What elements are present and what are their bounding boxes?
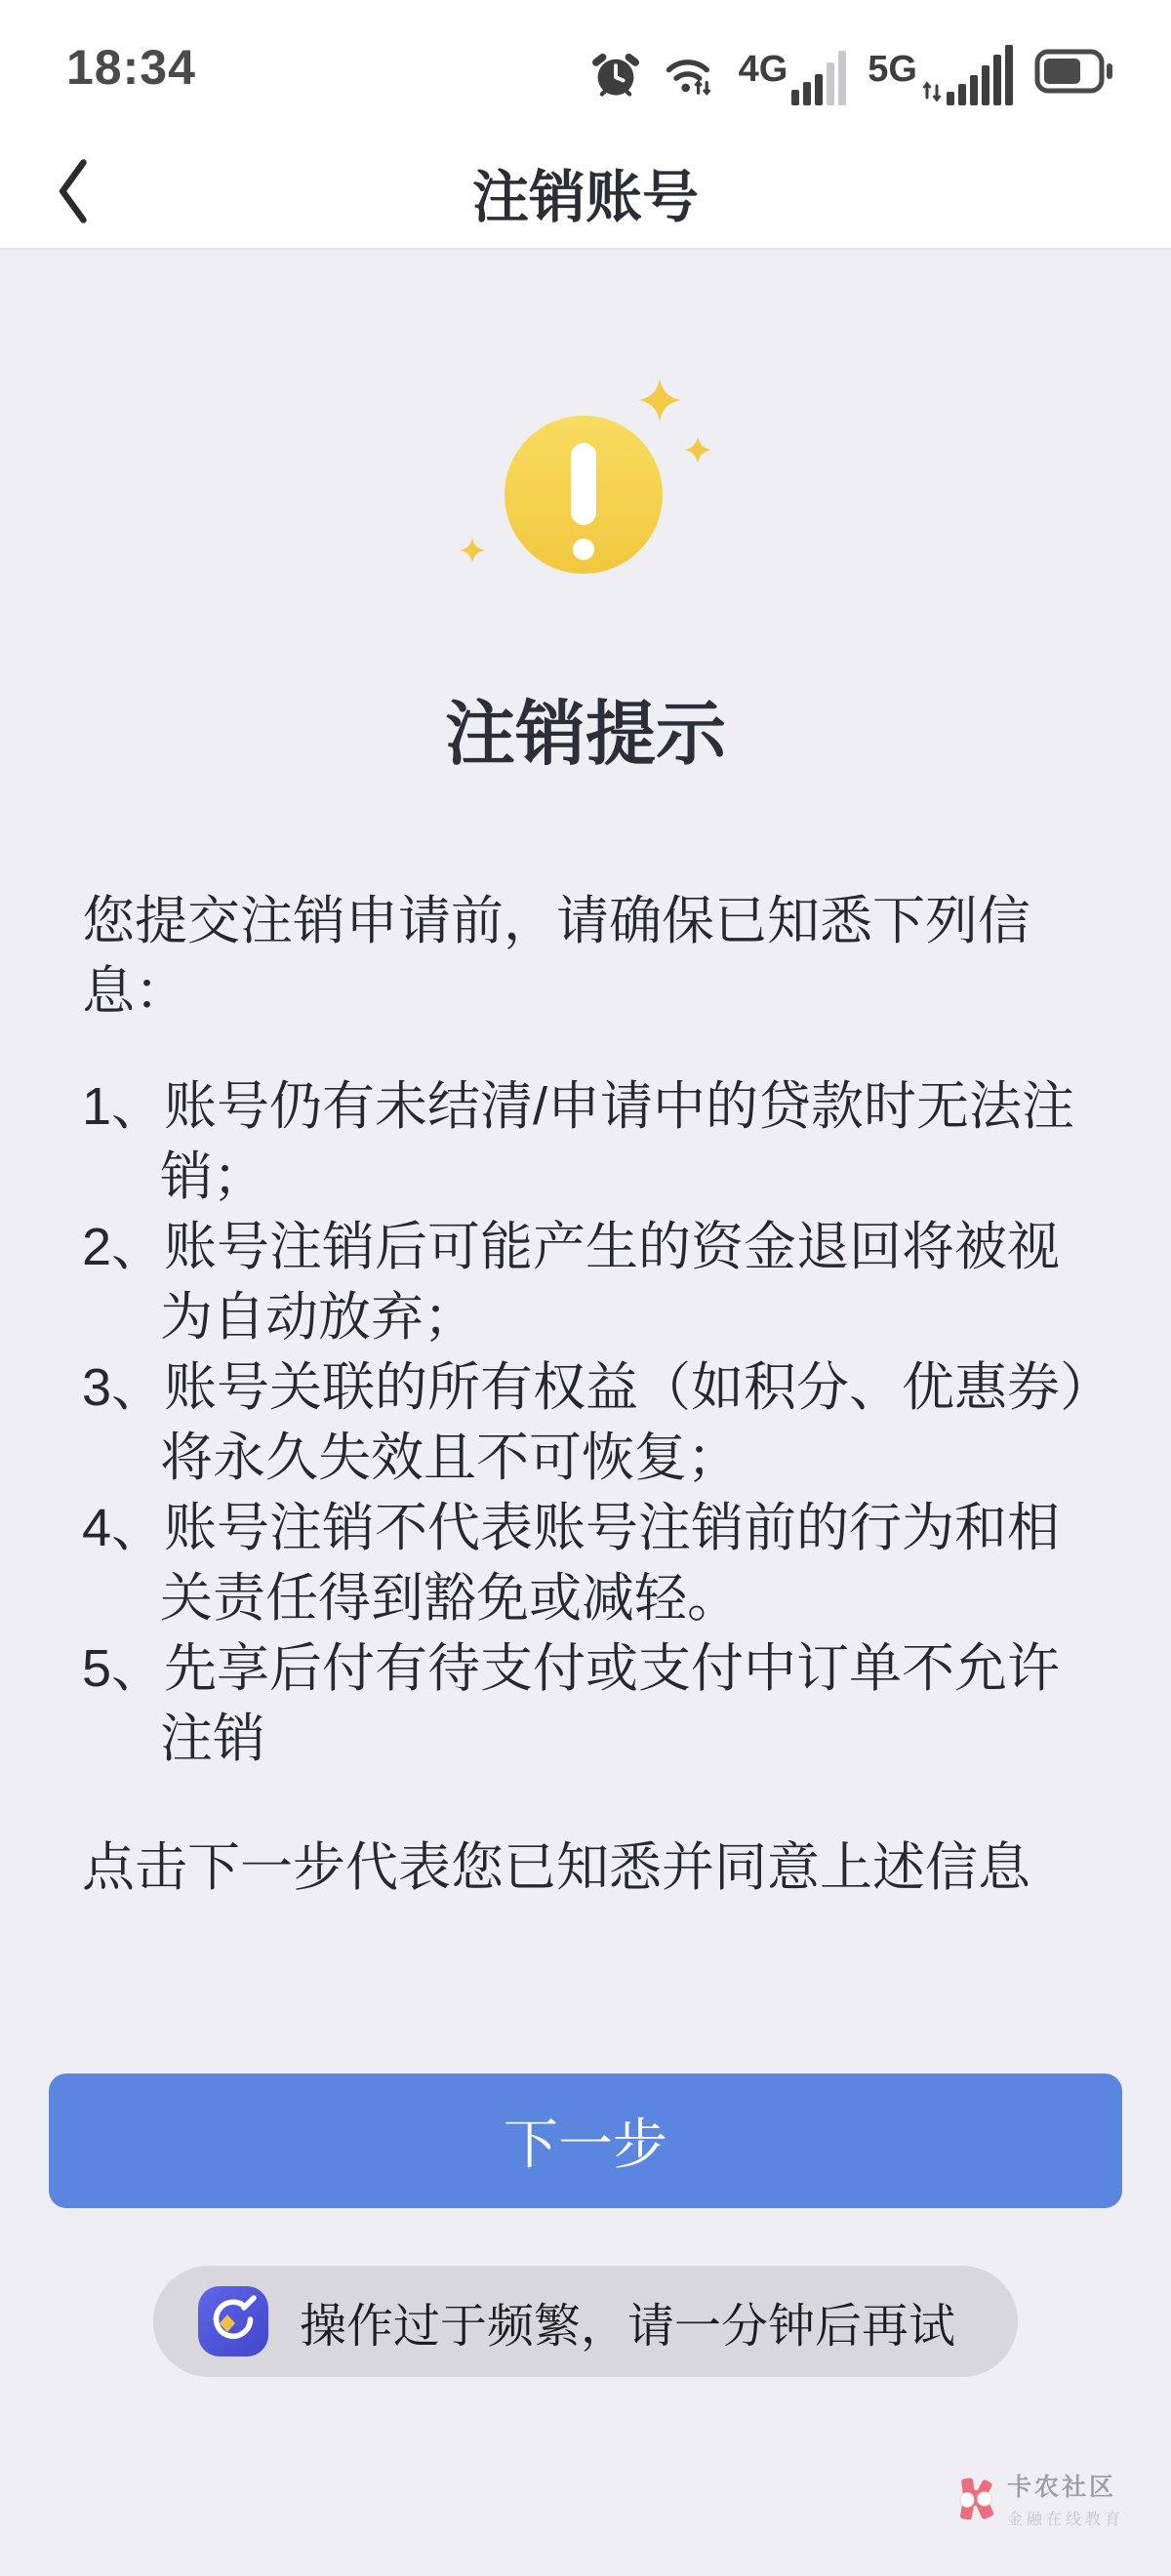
watermark-subtitle: 金融在线教育 [1006, 2512, 1124, 2528]
notice-item-text: 账号注销不代表账号注销前的行为和相关责任得到豁免或减轻。 [160, 1499, 1061, 1628]
top-bar [0, 0, 1171, 250]
notice-item [82, 1633, 1089, 1774]
notice-item-number: 3、 [82, 1358, 165, 1417]
notice-agree-line: 点击下一步代表您已知悉并同意上述信息 [82, 1838, 1030, 1897]
notice-item-text: 账号关联的所有权益（如积分、优惠券）将永久失效且不可恢复； [160, 1358, 1087, 1487]
sparkle-icon [636, 377, 683, 423]
sparkle-icon [459, 537, 486, 564]
page-title: 注销账号 [471, 166, 699, 229]
network-4g-label: 4G [738, 49, 788, 90]
nav-bar [0, 137, 1171, 248]
notice-item-text: 先享后付有待支付或支付中订单不允许注销 [160, 1639, 1061, 1768]
notice-item-text: 账号仍有未结清/申请中的贷款时无法注销； [160, 1077, 1075, 1206]
notice-item-number: 4、 [82, 1499, 165, 1557]
battery-icon [1034, 48, 1114, 100]
watermark [954, 2468, 1124, 2529]
notice-item-number: 5、 [82, 1639, 165, 1698]
notice-heading: 注销提示 [444, 696, 726, 774]
notice-item [82, 1493, 1089, 1633]
status-icons [590, 43, 1114, 105]
alarm-icon [590, 50, 641, 105]
network-5g-label: 5G [868, 49, 917, 90]
notice-item [82, 1212, 1089, 1352]
app-logo-icon [198, 2286, 268, 2356]
notice-item [82, 1071, 1089, 1212]
sparkle-icon [683, 435, 712, 464]
status-time: 18:34 [66, 40, 196, 95]
status-bar [0, 0, 1171, 137]
signal-4g-icon [739, 51, 847, 105]
kanong-logo-icon [954, 2476, 997, 2521]
next-step-button[interactable]: 下一步 [49, 2073, 1122, 2208]
toast [153, 2266, 1018, 2377]
notice-intro: 您提交注销申请前，请确保已知悉下列信息： [82, 892, 1030, 1021]
signal-5g-icon [868, 45, 1013, 105]
wifi-icon [663, 50, 717, 105]
notice-item-number: 2、 [82, 1218, 165, 1276]
watermark-title: 卡农社区 [1006, 2474, 1116, 2501]
notice-item-number: 1、 [82, 1077, 165, 1136]
notice-item-text: 账号注销后可能产生的资金退回将被视为自动放弃； [160, 1218, 1061, 1347]
notice-item [82, 1352, 1089, 1493]
notice-body [82, 886, 1089, 1955]
toast-message: 操作过于频繁，请一分钟后再试 [299, 2300, 956, 2353]
exclamation-circle-icon [505, 416, 663, 574]
